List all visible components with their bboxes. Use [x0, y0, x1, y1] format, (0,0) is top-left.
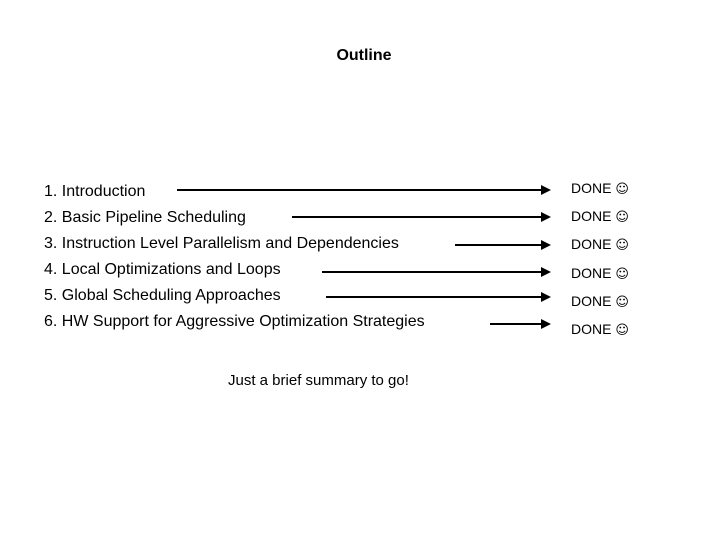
arrow-head-icon	[541, 292, 551, 302]
arrow-head-icon	[541, 240, 551, 250]
status-label: DONE	[571, 293, 612, 309]
status-done	[571, 178, 629, 198]
status-label: DONE	[571, 180, 612, 196]
outline-item-hw-support: 6. HW Support for Aggressive Optimization Strategies	[44, 313, 425, 330]
outline-item-local-optimizations: 4. Local Optimizations and Loops	[44, 261, 281, 278]
arrow-5	[326, 292, 551, 302]
smiley-face-icon: ☺	[615, 267, 629, 282]
arrow-2	[292, 212, 551, 222]
outline-item-basic-pipeline-scheduling: 2. Basic Pipeline Scheduling	[44, 209, 246, 226]
arrow-head-icon	[541, 319, 551, 329]
status-done	[571, 234, 629, 254]
arrow-shaft	[455, 244, 543, 246]
smiley-face-icon: ☺	[615, 323, 629, 338]
arrow-6	[490, 319, 551, 329]
outline-item-introduction: 1. Introduction	[44, 183, 146, 200]
status-label: DONE	[571, 265, 612, 281]
arrow-shaft	[322, 271, 543, 273]
arrow-shaft	[490, 323, 543, 325]
slide-title: Outline	[336, 47, 392, 64]
footer-note: Just a brief summary to go!	[228, 372, 409, 389]
arrow-3	[455, 240, 551, 250]
outline-item-instruction-level-parallelism: 3. Instruction Level Parallelism and Dependencies	[44, 235, 399, 252]
smiley-face-icon: ☺	[615, 238, 629, 253]
arrow-shaft	[292, 216, 543, 218]
arrow-head-icon	[541, 267, 551, 277]
arrow-head-icon	[541, 185, 551, 195]
arrow-shaft	[177, 189, 543, 191]
status-done	[571, 291, 629, 311]
arrow-head-icon	[541, 212, 551, 222]
outline-item-global-scheduling: 5. Global Scheduling Approaches	[44, 287, 281, 304]
status-done	[571, 319, 629, 339]
status-label: DONE	[571, 321, 612, 337]
arrow-shaft	[326, 296, 543, 298]
status-label: DONE	[571, 208, 612, 224]
status-done	[571, 206, 629, 226]
smiley-face-icon: ☺	[615, 210, 629, 225]
arrow-4	[322, 267, 551, 277]
status-label: DONE	[571, 236, 612, 252]
arrow-1	[177, 185, 551, 195]
smiley-face-icon: ☺	[615, 295, 629, 310]
smiley-face-icon: ☺	[615, 182, 629, 197]
status-done	[571, 263, 629, 283]
